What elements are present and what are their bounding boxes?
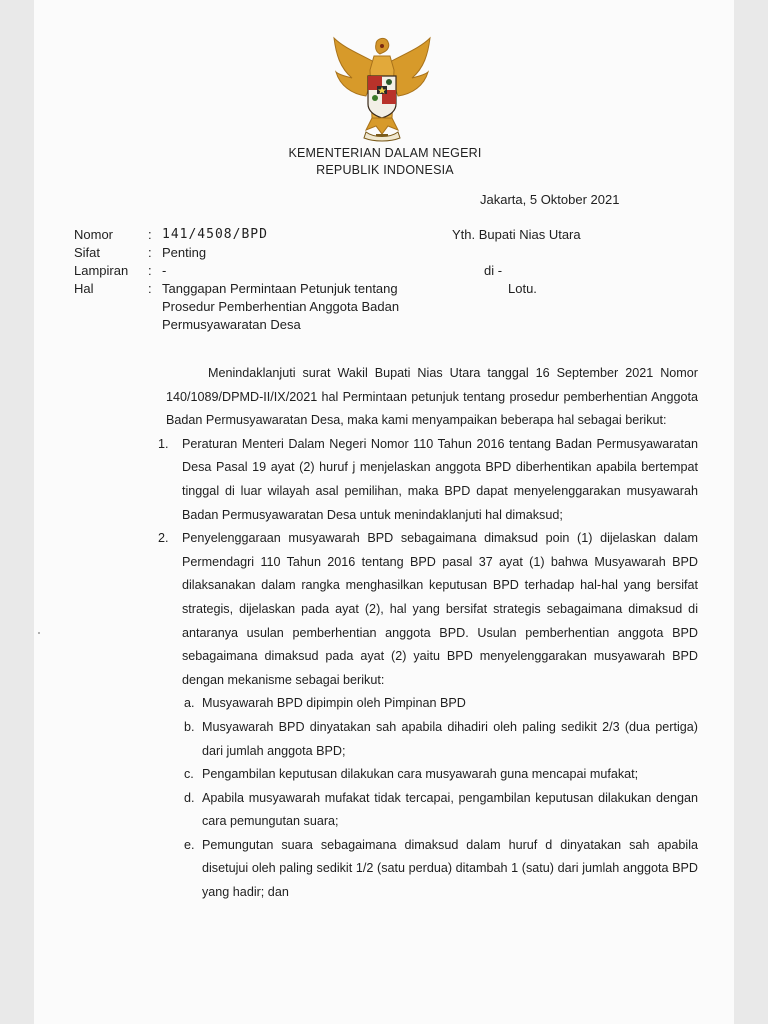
meta-label: Lampiran: [74, 263, 129, 278]
addressee-place: Lotu.: [508, 281, 537, 296]
sub-list-text: Pemungutan suara sebagaimana dimaksud dalam huruf d dinyatakan sah apabila disetujui oleh paling sedikit 1/2 (satu perdua) ditambah 1 (satu) dari jumlah anggota BPD yang hadir; dan: [202, 837, 698, 900]
letter-date: Jakarta, 5 Oktober 2021: [480, 192, 620, 207]
meta-label: Hal: [74, 281, 94, 296]
sub-list-item: [182, 834, 698, 905]
numbered-list: [158, 433, 698, 905]
sub-list: [182, 692, 698, 904]
sub-list-item: [182, 787, 698, 834]
meta-value: Penting: [162, 245, 207, 260]
meta-row-lampiran: [74, 262, 432, 280]
meta-row-nomor: [74, 226, 432, 244]
country-name: REPUBLIK INDONESIA: [316, 163, 454, 177]
meta-label: Sifat: [74, 245, 101, 260]
list-marker: 2.: [158, 531, 169, 546]
list-item: [158, 433, 698, 527]
intro-paragraph: Menindaklanjuti surat Wakil Bupati Nias Utara tanggal 16 September 2021 Nomor 140/1089/DPMD-II/IX/2021 hal Permintaan petunjuk tentang prosedur pemberhentian Anggota Badan Permusyawaratan Desa, maka kami menyampaikan beberapa hal sebagai berikut:: [166, 366, 698, 428]
letter-subject: Tanggapan Permintaan Petunjuk tentang Prosedur Pemberhentian Anggota Badan Permusyawaratan Desa: [162, 281, 400, 332]
sub-list-text: Musyawarah BPD dinyatakan sah apabila dihadiri oleh paling sedikit 2/3 (dua pertiga) dari jumlah anggota BPD;: [202, 719, 698, 758]
addressee-recipient: Yth. Bupati Nias Utara: [452, 227, 581, 242]
sub-list-marker: c.: [184, 767, 194, 782]
meta-row-sifat: [74, 244, 432, 262]
meta-colon: :: [148, 227, 152, 242]
list-item-text: Peraturan Menteri Dalam Negeri Nomor 110 Tahun 2016 tentang Badan Permusyawaratan Desa Pasal 19 ayat (2) huruf j menjelaskan anggota BPD diberhentikan apabila bertempat tinggal di luar wilayah asal pemilihan, maka BPD dapat menyelenggarakan musyawarah Badan Permusyawaratan Desa untuk menindaklanjuti hal dimaksud;: [182, 436, 698, 522]
letter-body: [158, 362, 698, 905]
letter-meta: [74, 226, 432, 334]
garuda-emblem-icon: [330, 34, 434, 142]
scan-speck: [38, 632, 40, 634]
list-marker: 1.: [158, 436, 169, 451]
meta-value: -: [162, 263, 167, 278]
list-item-text: Penyelenggaraan musyawarah BPD sebagaimana dimaksud poin (1) dijelaskan dalam Permendagri 110 Tahun 2016 tentang BPD pasal 37 ayat (1) bahwa Musyawarah BPD dilaksanakan dalam rangka menghasilkan keputusan BPD terhadap hal-hal yang bersifat strategis, dijelaskan pada ayat (2), hal yang bersifat strategis sebagaimana dimaksud di antaranya usulan pemberhentian anggota BPD. Usulan pemberhentian anggota BPD sebagaimana dimaksud pada ayat (2) yaitu BPD menyelenggarakan musyawarah BPD dengan mekanisme sebagai berikut:: [182, 531, 698, 687]
sub-list-marker: a.: [184, 696, 195, 711]
addressee-block: [452, 226, 581, 298]
meta-label: Nomor: [74, 227, 114, 242]
sub-list-text: Pengambilan keputusan dilakukan cara musyawarah guna mencapai mufakat;: [202, 767, 639, 782]
sub-list-marker: b.: [184, 719, 195, 734]
sub-list-text: Musyawarah BPD dipimpin oleh Pimpinan BPD: [202, 696, 466, 711]
sub-list-marker: d.: [184, 790, 195, 805]
ministry-name: KEMENTERIAN DALAM NEGERI: [288, 146, 482, 160]
meta-colon: :: [148, 263, 152, 278]
list-item: [158, 527, 698, 905]
sub-list-item: [182, 763, 698, 787]
meta-colon: :: [148, 281, 152, 296]
meta-row-hal: [74, 280, 432, 334]
ministry-heading: [240, 145, 530, 179]
sub-list-marker: e.: [184, 837, 195, 852]
sub-list-item: [182, 716, 698, 763]
addressee-di: di -: [484, 263, 503, 278]
sub-list-text: Apabila musyawarah mufakat tidak tercapai, pengambilan keputusan dilakukan dengan cara pemungutan suara;: [202, 790, 698, 829]
letter-number: 141/4508/BPD: [162, 227, 268, 242]
meta-colon: :: [148, 245, 152, 260]
sub-list-item: [182, 692, 698, 716]
